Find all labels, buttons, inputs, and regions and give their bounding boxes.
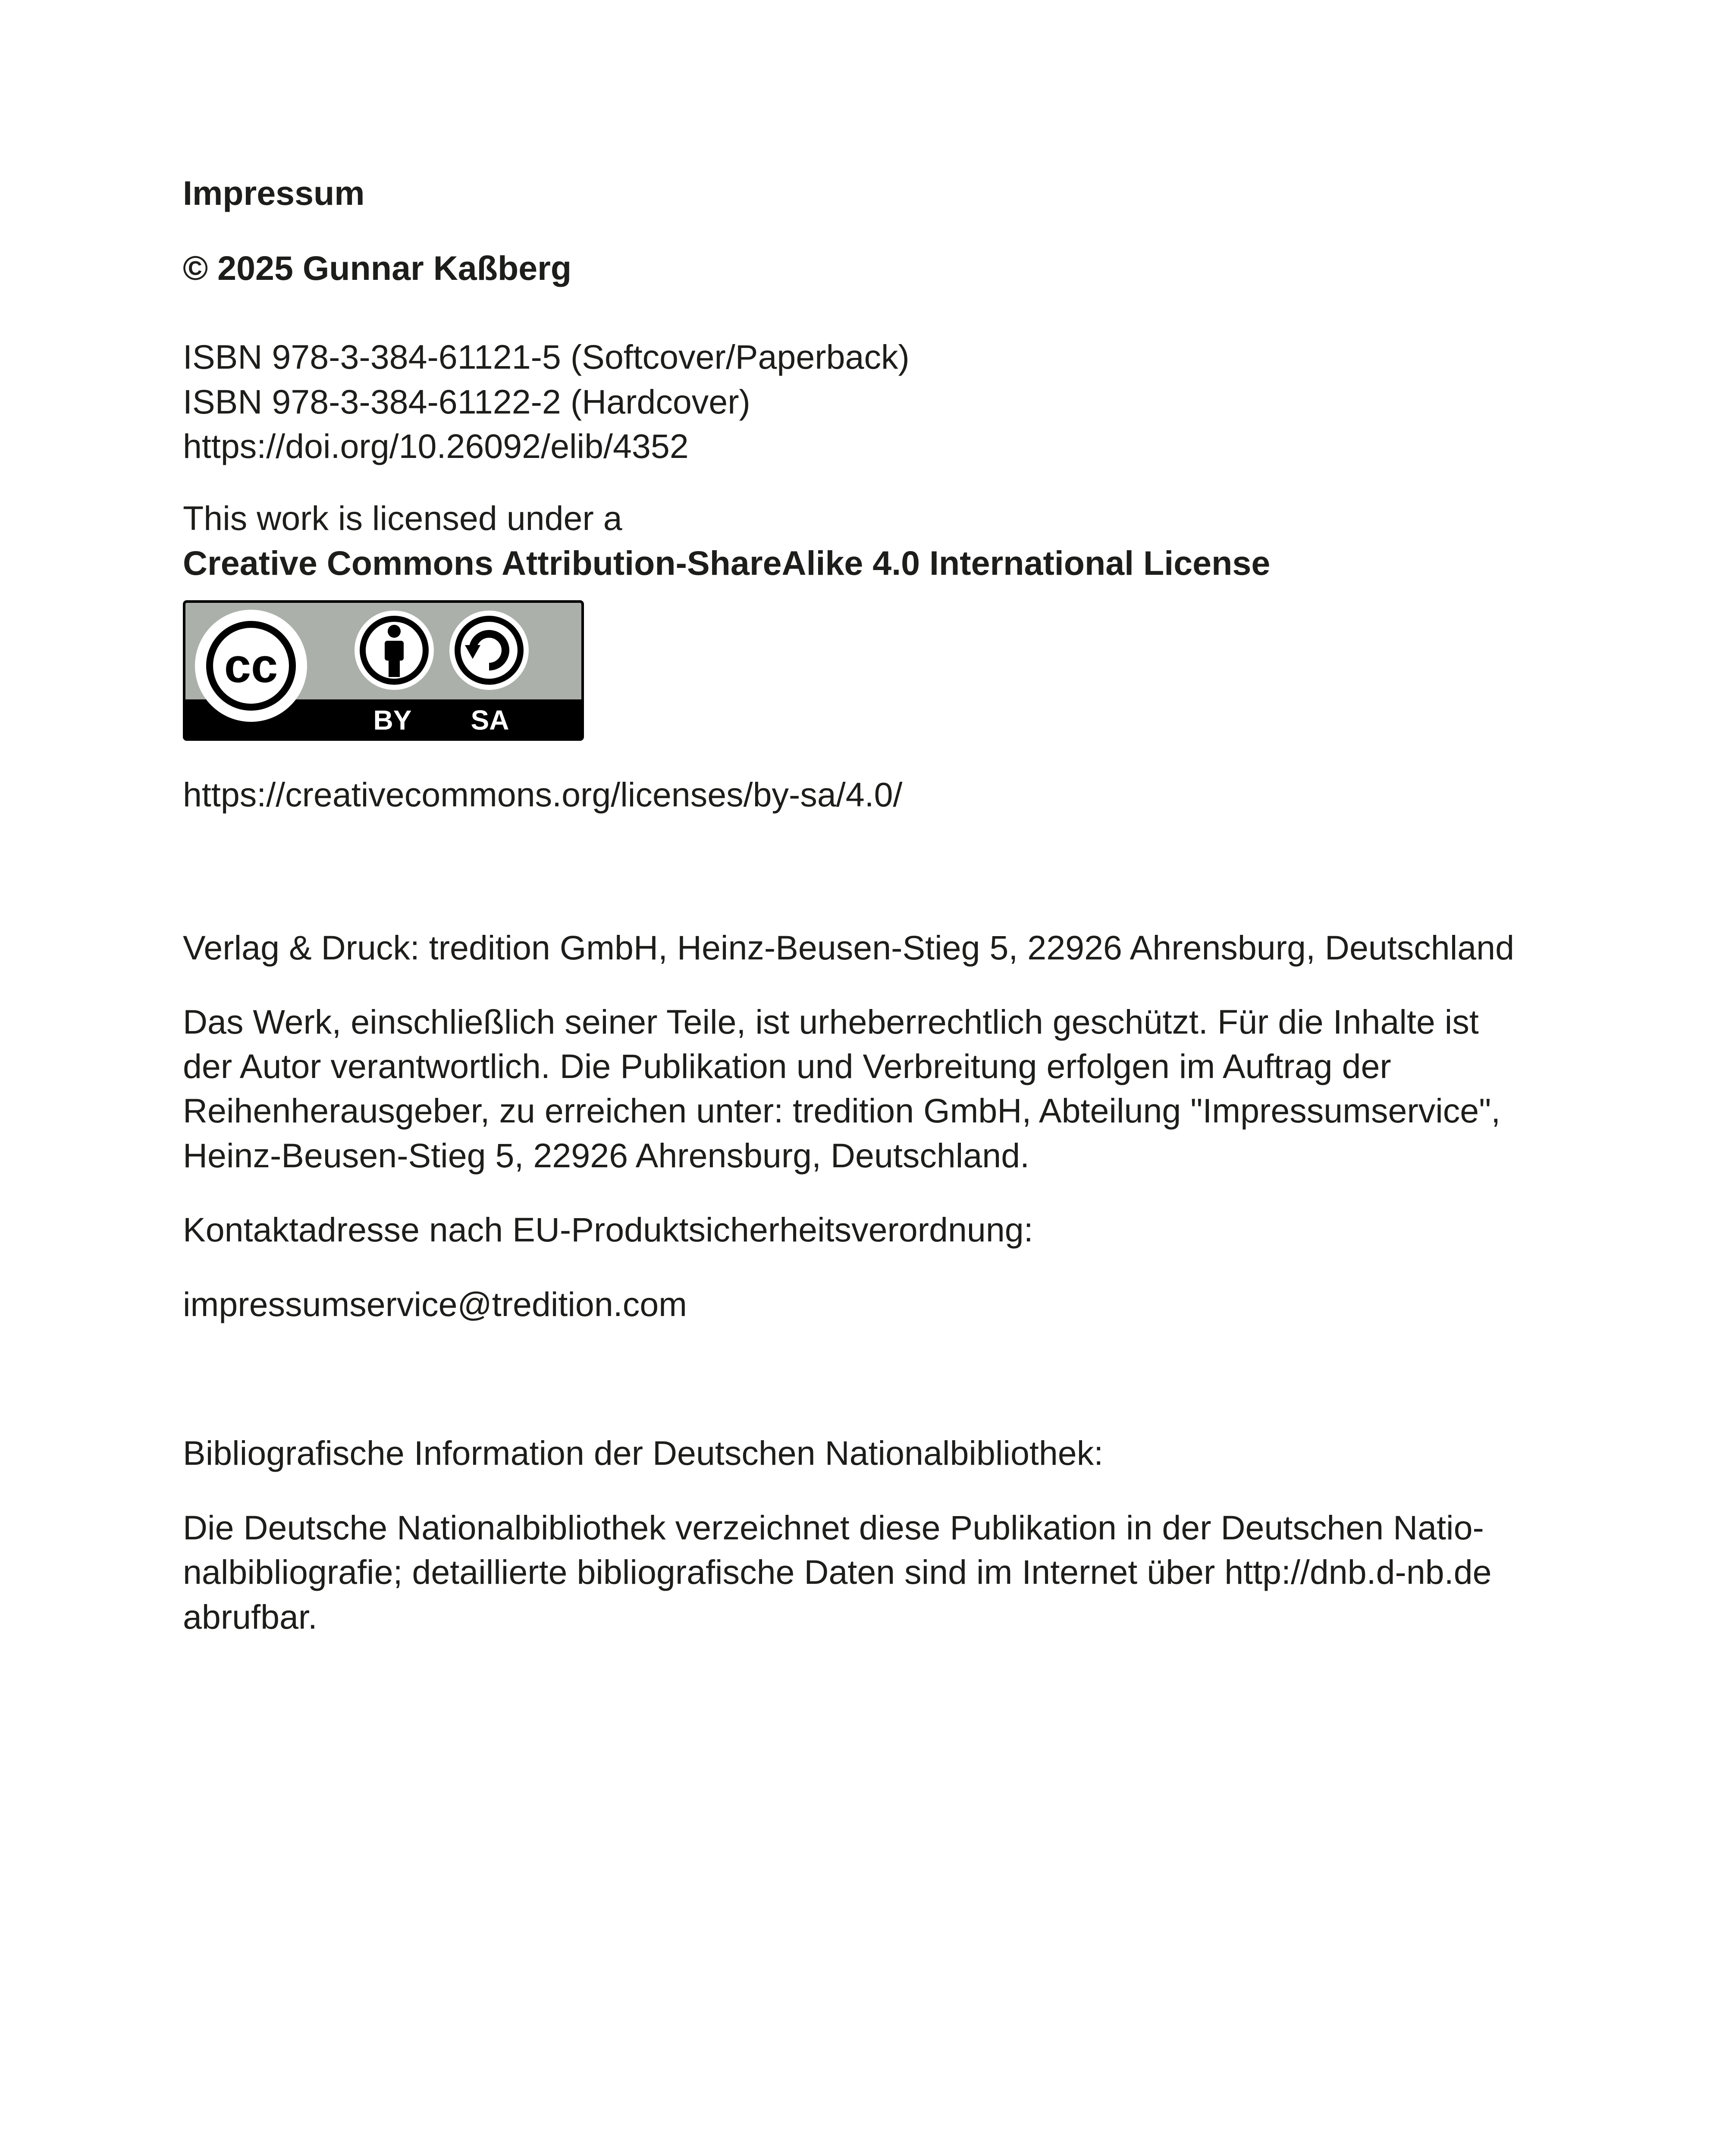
attribution-person-icon <box>355 611 434 690</box>
contact-email[interactable]: impressumservice@tredition.com <box>183 1285 687 1323</box>
rights-line: Reihenherausgeber, zu erreichen unter: tredition GmbH, Abteilung "Impressumservice", <box>183 1091 1501 1130</box>
rights-line: der Autor verantwortlich. Die Publikation und Verbreitung erfolgen im Auftrag der <box>183 1047 1391 1085</box>
svg-text:cc: cc <box>224 639 278 693</box>
contact-label: Kontaktadresse nach EU-Produktsicherheitsverordnung: <box>183 1210 1033 1249</box>
isbn-softcover: ISBN 978-3-384-61121-5 (Softcover/Paperback) <box>183 338 910 376</box>
rights-line: Das Werk, einschließlich seiner Teile, ist urheberrechtlich geschützt. Für die Inhalte ist <box>183 1003 1479 1041</box>
publisher-line: Verlag & Druck: tredition GmbH, Heinz-Beusen-Stieg 5, 22926 Ahrensburg, Deutschland <box>183 928 1515 967</box>
isbn-hardcover: ISBN 978-3-384-61122-2 (Hardcover) <box>183 382 750 421</box>
badge-label-sa: SA <box>471 705 509 736</box>
cc-icon <box>195 610 307 722</box>
license-name: Creative Commons Attribution-ShareAlike 4.0 International License <box>183 544 1271 582</box>
license-url[interactable]: https://creativecommons.org/licenses/by-sa/4.0/ <box>183 775 903 814</box>
badge-label-by: BY <box>373 705 412 736</box>
copyright-line: © 2025 Gunnar Kaßberg <box>183 249 572 287</box>
rights-line: Heinz-Beusen-Stieg 5, 22926 Ahrensburg, Deutschland. <box>183 1136 1030 1175</box>
page-title: Impressum <box>183 174 365 212</box>
license-intro: This work is licensed under a <box>183 499 622 537</box>
dnb-heading: Bibliografische Information der Deutschen Nationalbibliothek: <box>183 1434 1104 1472</box>
cc-by-sa-badge <box>183 600 584 741</box>
sharealike-icon <box>449 611 529 690</box>
dnb-line: nalbibliografie; detaillierte bibliografische Daten sind im Internet über http://dnb.d-nb.de <box>183 1553 1492 1591</box>
dnb-line: abrufbar. <box>183 1598 317 1636</box>
doi-link[interactable]: https://doi.org/10.26092/elib/4352 <box>183 427 689 465</box>
dnb-line: Die Deutsche Nationalbibliothek verzeichnet diese Publikation in der Deutschen Natio- <box>183 1508 1484 1547</box>
